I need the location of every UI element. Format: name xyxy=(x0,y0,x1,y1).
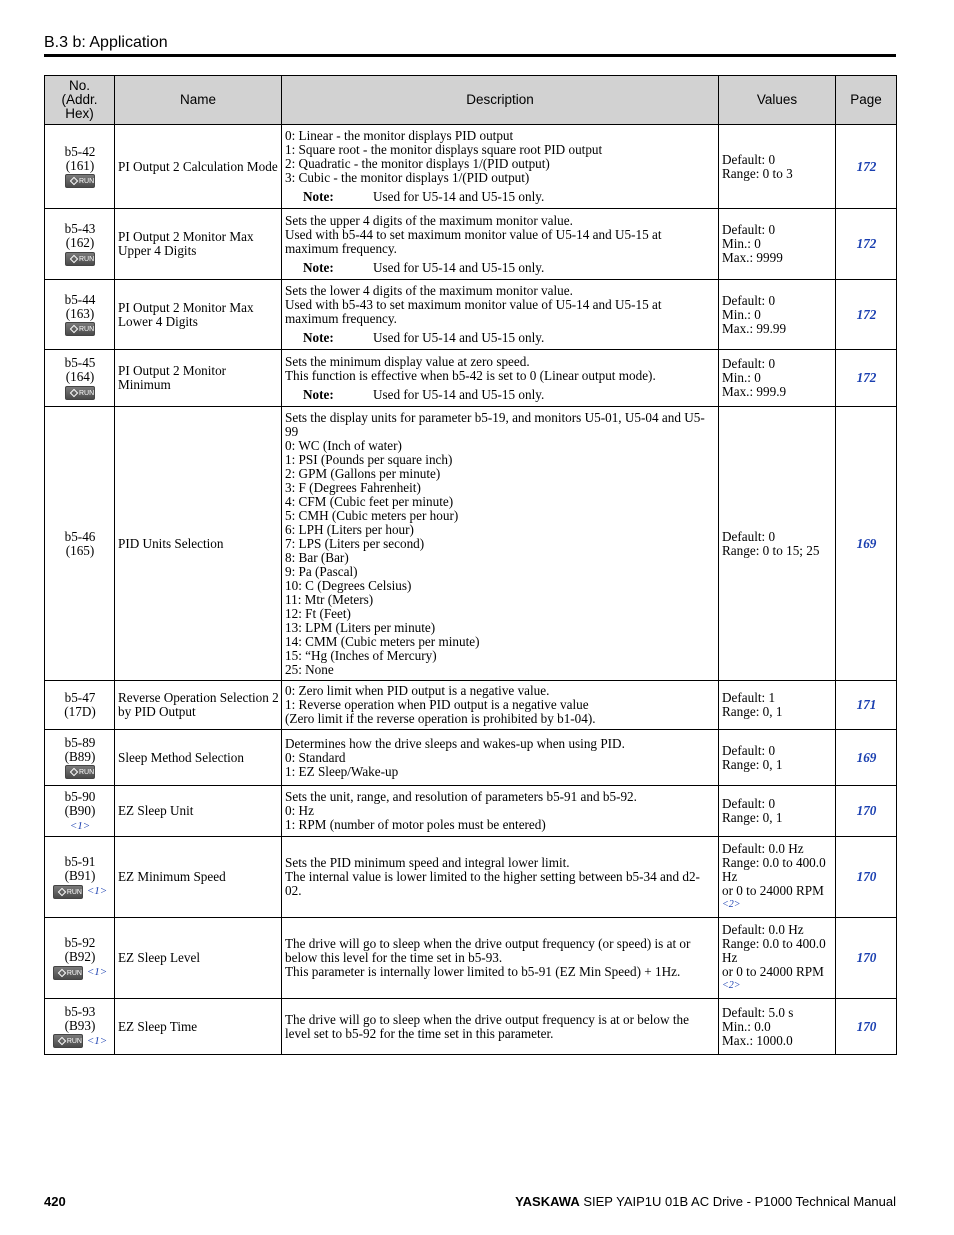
footnote-ref: <2> xyxy=(722,980,741,991)
param-name: EZ Sleep Level xyxy=(115,918,282,999)
run-diamond-icon xyxy=(70,177,78,185)
param-values xyxy=(719,918,836,999)
table-row xyxy=(45,730,897,786)
param-badges xyxy=(48,173,112,188)
param-number: b5-92 xyxy=(64,935,96,951)
note-text: Used for U5-14 and U5-15 only. xyxy=(373,189,545,204)
value-line: Max.: 999.9 xyxy=(722,384,787,399)
param-number: b5-43 xyxy=(64,221,96,237)
value-line: or 0 to 24000 RPM xyxy=(722,883,824,898)
value-line: Range: 0, 1 xyxy=(722,704,783,719)
description-line: The drive will go to sleep when the drive output frequency (or speed) is at or below this level for the time set in b5-93. xyxy=(285,936,691,965)
run-diamond-icon xyxy=(70,325,78,333)
param-number-cell xyxy=(45,125,115,209)
param-address: (B92) xyxy=(64,949,96,965)
description-line: 14: CMM (Cubic meters per minute) xyxy=(285,633,480,649)
param-values xyxy=(719,350,836,407)
run-badge-text: RUN xyxy=(79,255,95,263)
param-description xyxy=(282,730,719,786)
footnote-ref: <1> xyxy=(86,885,108,898)
run-badge-text: RUN xyxy=(79,178,95,186)
param-values xyxy=(719,209,836,280)
footer-doc-name: SIEP YAIP1U 01B AC Drive - P1000 Technical Manual xyxy=(583,1194,896,1209)
run-icon xyxy=(65,765,95,779)
description-line: Used with b5-44 to set maximum monitor value of U5-14 and U5-15 at maximum frequency. xyxy=(285,226,662,256)
param-description xyxy=(282,918,719,999)
note-text: Used for U5-14 and U5-15 only. xyxy=(373,386,545,402)
param-number: b5-91 xyxy=(64,854,96,870)
note-text: Used for U5-14 and U5-15 only. xyxy=(373,259,545,275)
description-line: 3: Cubic - the monitor displays 1/(PID output) xyxy=(285,170,530,185)
description-line: 9: Pa (Pascal) xyxy=(285,563,358,579)
param-number: b5-93 xyxy=(64,1003,96,1019)
run-badge-text: RUN xyxy=(66,888,82,896)
page-link[interactable]: 171 xyxy=(836,681,897,730)
value-line: Range: 0 to 15; 25 xyxy=(722,542,820,558)
description-line: Used with b5-43 to set maximum monitor value of U5-14 and U5-15 at maximum frequency. xyxy=(285,297,662,326)
param-address: (165) xyxy=(65,542,95,558)
description-line: Determines how the drive sleeps and wakes-up when using PID. xyxy=(285,735,625,751)
param-address: (164) xyxy=(65,369,95,385)
param-badges xyxy=(48,384,112,399)
param-number-cell xyxy=(45,918,115,999)
param-address: (B90) xyxy=(64,802,96,818)
value-line: Min.: 0 xyxy=(722,236,761,251)
value-line: Range: 0 to 3 xyxy=(722,165,793,181)
footnote-ref: <1> xyxy=(86,1034,108,1047)
description-line: 1: EZ Sleep/Wake-up xyxy=(285,763,399,779)
param-name: EZ Sleep Time xyxy=(115,999,282,1055)
description-line: 25: None xyxy=(285,661,334,677)
param-address: (162) xyxy=(65,235,95,251)
page-link[interactable]: 170 xyxy=(836,918,897,999)
value-line: Max.: 9999 xyxy=(722,250,783,265)
param-description xyxy=(282,999,719,1055)
value-line: Default: 0 xyxy=(722,796,776,811)
value-line: Default: 0 xyxy=(722,528,776,544)
run-diamond-icon xyxy=(58,968,66,976)
description-line: Sets the PID minimum speed and integral lower limit. xyxy=(285,855,570,870)
param-number-cell xyxy=(45,786,115,837)
footnote-ref: <1> xyxy=(69,819,91,832)
description-line: 5: CMH (Cubic meters per hour) xyxy=(285,507,459,523)
param-badges xyxy=(48,818,112,833)
description-line: 8: Bar (Bar) xyxy=(285,549,349,565)
note-label: Note: xyxy=(303,386,334,402)
param-values xyxy=(719,407,836,681)
table-row xyxy=(45,837,897,918)
description-line: 11: Mtr (Meters) xyxy=(285,591,374,607)
description-line: 12: Ft (Feet) xyxy=(285,605,351,621)
table-body xyxy=(45,125,897,1055)
description-line: 0: Zero limit when PID output is a negative value. xyxy=(285,683,550,698)
description-line: 0: WC (Inch of water) xyxy=(285,437,402,453)
param-number-cell xyxy=(45,280,115,350)
param-address: (161) xyxy=(65,157,95,173)
param-values xyxy=(719,730,836,786)
page-link[interactable]: 170 xyxy=(836,999,897,1055)
param-name: EZ Sleep Unit xyxy=(115,786,282,837)
param-values xyxy=(719,999,836,1055)
description-line: Sets the upper 4 digits of the maximum monitor value. xyxy=(285,212,573,228)
param-address: (17D) xyxy=(64,704,96,719)
page-link[interactable]: 170 xyxy=(836,837,897,918)
param-number: b5-45 xyxy=(64,355,96,371)
description-line: 0: Standard xyxy=(285,749,346,765)
value-line: Max.: 99.99 xyxy=(722,320,787,336)
param-number: b5-42 xyxy=(64,143,96,159)
header-rule xyxy=(44,54,896,57)
run-icon xyxy=(65,252,95,266)
param-number: b5-90 xyxy=(64,788,96,804)
param-badges xyxy=(48,1033,112,1048)
table-row xyxy=(45,407,897,681)
value-line: Range: 0, 1 xyxy=(722,756,783,772)
param-note xyxy=(285,388,716,402)
param-name: Sleep Method Selection xyxy=(115,730,282,786)
value-line: or 0 to 24000 RPM xyxy=(722,964,824,979)
param-values xyxy=(719,280,836,350)
value-line: Min.: 0.0 xyxy=(722,1018,771,1034)
description-line: 0: Linear - the monitor displays PID output xyxy=(285,128,514,143)
run-diamond-icon xyxy=(70,254,78,262)
description-line: Sets the minimum display value at zero speed. xyxy=(285,353,530,369)
description-line: 6: LPH (Liters per hour) xyxy=(285,521,414,537)
description-line: 1: Square root - the monitor displays square root PID output xyxy=(285,142,603,157)
param-badges xyxy=(48,321,112,336)
param-badges xyxy=(48,964,112,979)
value-line: Default: 0 xyxy=(722,292,776,308)
description-line: The drive will go to sleep when the drive output frequency is at or below the level set to b5-92 for the time set in this parameter. xyxy=(285,1011,689,1041)
param-name: EZ Minimum Speed xyxy=(115,837,282,918)
param-note xyxy=(285,331,716,345)
col-header-name: Name xyxy=(115,76,282,125)
page-link[interactable]: 172 xyxy=(836,125,897,209)
page-link[interactable]: 172 xyxy=(836,350,897,407)
value-line: Min.: 0 xyxy=(722,306,761,322)
param-number-cell xyxy=(45,837,115,918)
col-header-values: Values xyxy=(719,76,836,125)
param-badges xyxy=(48,250,112,265)
param-description xyxy=(282,681,719,730)
param-address: (B91) xyxy=(64,868,96,884)
description-line: 10: C (Degrees Celsius) xyxy=(285,577,412,593)
description-line: 1: RPM (number of motor poles must be entered) xyxy=(285,817,546,832)
value-line: Range: 0.0 to 400.0 Hz xyxy=(722,936,826,965)
param-note xyxy=(285,261,716,275)
footer-doc-title xyxy=(515,1194,896,1209)
section-title: B.3 b: Application xyxy=(44,34,168,51)
value-line: Default: 1 xyxy=(722,690,776,705)
description-line: The internal value is lower limited to the higher setting between b5-34 and d2-02. xyxy=(285,869,700,898)
param-number-cell xyxy=(45,350,115,407)
param-values xyxy=(719,837,836,918)
table-row xyxy=(45,350,897,407)
run-badge-text: RUN xyxy=(79,326,95,334)
col-header-page: Page xyxy=(836,76,897,125)
description-line: 1: Reverse operation when PID output is a negative value xyxy=(285,697,589,712)
note-text: Used for U5-14 and U5-15 only. xyxy=(373,330,545,345)
table-row xyxy=(45,209,897,280)
value-line: Min.: 0 xyxy=(722,370,761,385)
run-icon xyxy=(65,322,95,336)
description-line: 0: Hz xyxy=(285,803,314,818)
note-label: Note: xyxy=(303,330,334,345)
table-row xyxy=(45,280,897,350)
value-line: Default: 0 xyxy=(722,356,776,371)
run-diamond-icon xyxy=(58,887,66,895)
param-number-cell xyxy=(45,999,115,1055)
col-header-description: Description xyxy=(282,76,719,125)
param-name: PI Output 2 Monitor Minimum xyxy=(115,350,282,407)
description-line: 7: LPS (Liters per second) xyxy=(285,535,425,551)
run-icon xyxy=(53,966,83,980)
run-icon xyxy=(53,1034,83,1048)
description-line: Sets the unit, range, and resolution of parameters b5-91 and b5-92. xyxy=(285,789,637,804)
value-line: Default: 0 xyxy=(722,742,776,758)
param-badges xyxy=(48,883,112,898)
value-line: Default: 0.0 Hz xyxy=(722,841,804,856)
table-row xyxy=(45,918,897,999)
value-line: Range: 0, 1 xyxy=(722,810,783,825)
run-badge-text: RUN xyxy=(66,1038,82,1046)
description-line: 1: PSI (Pounds per square inch) xyxy=(285,451,453,467)
param-values xyxy=(719,125,836,209)
value-line: Default: 0 xyxy=(722,151,776,167)
run-badge-text: RUN xyxy=(66,969,82,977)
description-line: 15: “Hg (Inches of Mercury) xyxy=(285,647,437,663)
table-row xyxy=(45,125,897,209)
param-description xyxy=(282,209,719,280)
param-number-cell xyxy=(45,209,115,280)
param-name: PI Output 2 Monitor Max Upper 4 Digits xyxy=(115,209,282,280)
param-address: (B89) xyxy=(64,748,96,764)
description-line: 2: GPM (Gallons per minute) xyxy=(285,465,441,481)
table-row xyxy=(45,999,897,1055)
parameter-table xyxy=(44,75,897,1055)
param-name: PI Output 2 Monitor Max Lower 4 Digits xyxy=(115,280,282,350)
description-line: This parameter is internally lower limited to b5-91 (EZ Min Speed) + 1Hz. xyxy=(285,964,681,979)
footnote-ref: <1> xyxy=(86,966,108,979)
page-number: 420 xyxy=(44,1194,66,1209)
value-line: Max.: 1000.0 xyxy=(722,1032,793,1048)
description-line: 2: Quadratic - the monitor displays 1/(PID output) xyxy=(285,156,550,171)
param-name: PI Output 2 Calculation Mode xyxy=(115,125,282,209)
param-description xyxy=(282,350,719,407)
description-line: 3: F (Degrees Fahrenheit) xyxy=(285,479,421,495)
param-number-cell xyxy=(45,730,115,786)
param-values xyxy=(719,786,836,837)
run-badge-text: RUN xyxy=(79,389,95,397)
page-link[interactable]: 172 xyxy=(836,209,897,280)
param-description xyxy=(282,786,719,837)
footnote-ref: <2> xyxy=(722,899,741,910)
description-line: Sets the lower 4 digits of the maximum monitor value. xyxy=(285,283,573,298)
param-description xyxy=(282,407,719,681)
description-line: 13: LPM (Liters per minute) xyxy=(285,619,436,635)
param-number: b5-47 xyxy=(64,690,96,705)
param-name: PID Units Selection xyxy=(115,407,282,681)
param-note xyxy=(285,190,716,204)
col-header-no xyxy=(45,76,115,125)
param-description xyxy=(282,125,719,209)
col-header-no-text: No. (Addr. Hex) xyxy=(61,78,98,121)
param-address: (B93) xyxy=(64,1017,96,1033)
param-name: Reverse Operation Selection 2 by PID Output xyxy=(115,681,282,730)
value-line: Default: 0.0 Hz xyxy=(722,922,804,937)
table-header-row xyxy=(45,76,897,125)
description-line: 4: CFM (Cubic feet per minute) xyxy=(285,493,454,509)
run-icon xyxy=(65,386,95,400)
param-address: (163) xyxy=(65,305,95,321)
run-diamond-icon xyxy=(70,388,78,396)
run-badge-text: RUN xyxy=(79,769,95,777)
param-number: b5-44 xyxy=(64,291,96,307)
run-diamond-icon xyxy=(58,1037,66,1045)
param-number: b5-46 xyxy=(64,528,96,544)
note-label: Note: xyxy=(303,189,334,204)
description-line: This function is effective when b5-42 is set to 0 (Linear output mode). xyxy=(285,367,656,383)
param-badges xyxy=(48,764,112,779)
param-values xyxy=(719,681,836,730)
table-row xyxy=(45,681,897,730)
value-line: Range: 0.0 to 400.0 Hz xyxy=(722,855,826,884)
run-diamond-icon xyxy=(70,768,78,776)
run-icon xyxy=(65,174,95,188)
param-number: b5-89 xyxy=(64,734,96,750)
param-number-cell xyxy=(45,681,115,730)
value-line: Default: 5.0 s xyxy=(722,1004,794,1020)
description-line: Sets the display units for parameter b5-19, and monitors U5-01, U5-04 and U5-99 xyxy=(285,409,705,439)
value-line: Default: 0 xyxy=(722,222,776,237)
run-icon xyxy=(53,885,83,899)
footer-brand: YASKAWA xyxy=(515,1194,580,1209)
page-link[interactable]: 169 xyxy=(836,730,897,786)
note-label: Note: xyxy=(303,259,334,275)
page-link[interactable]: 169 xyxy=(836,407,897,681)
param-description xyxy=(282,280,719,350)
table-row xyxy=(45,786,897,837)
page-link[interactable]: 172 xyxy=(836,280,897,350)
page-link[interactable]: 170 xyxy=(836,786,897,837)
param-description xyxy=(282,837,719,918)
param-number-cell xyxy=(45,407,115,681)
description-line: (Zero limit if the reverse operation is prohibited by b1-04). xyxy=(285,711,596,726)
